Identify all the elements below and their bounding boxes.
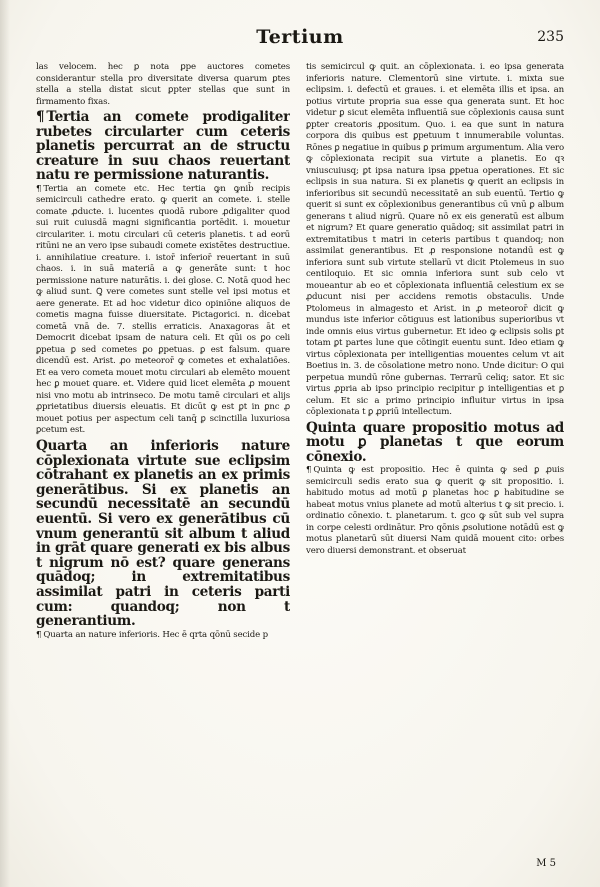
question-heading-text: Tertia an comete prodigaliter rubetes circularter cum ceteris planetis percurrat an de structu creature in suu chaos reuertant natu re permissione naturantis.: [36, 109, 290, 184]
running-title: Tertium: [256, 26, 344, 48]
left-column: [36, 62, 290, 862]
pilcrow-icon: ¶: [36, 109, 45, 125]
question-heading: Quarta an inferioris nature cōplexionata virtute sue eclipsim cōtrahant ex planetis an ex primis generātibus. Si ex planetis an secundū necessitatē an secundū euentū. Si vero ex generātibus cū vnum generantū sit album t aliud in grāt quare generati ex bis albus t nigrum nō est? quare generans quādoq; in extremitatibus assimilat patri in ceteris parti cum: quandoq; non t generantium.: [36, 437, 290, 630]
paragraph: las velocem. hec ꝑ nota ꝑpe auctores cometes considerantur stella pro diversitate diversa quarum ꝑtes stella a stella distat sicut ꝑpter stellas que sunt in firmamento fixas.: [36, 62, 290, 107]
question-heading: Quinta quare propositio motus ad motu ꝑ planetas t que eorum cōnexio.: [306, 419, 564, 465]
paragraph: [36, 630, 290, 642]
pilcrow-icon: ¶: [36, 629, 42, 640]
signature-mark: M 5: [536, 858, 556, 869]
paragraph: tis semicircul ꝙ quit. an cōplexionata. i. eo ipsa generata inferioris nature. Clementorū sine virtute. i. mixta sue eclipsim. i. defectū et graues. i. et elemēta illis et ipsa. an potius virtute propria sua esse qua generata sunt. Et hoc videtur ꝑ sicut elemēta influentiā sue cōplexionis causa sunt ꝑpter creatoris ꝓpositum. Quo. i. ea que sunt in natura corpora dis quibus est ꝑpetuum t innumerabile voluntas. Rōnes ꝑ negatiue in quibus ꝑ primum argumentum. Alia vero ꝙ cōplexionata recipit sua virtute a planetis. Eo qꝛ vniuscuiusq; ꝑt ipsa natura ipsa ꝑpetua operationes. Et sic eclipsis in sua natura. Si ex planetis ꝙ querit an eclipsis in inferioribus sit secundū necessitatē an sub euentū. Tertio ꝙ querit si sunt ex cōplexionibus generantibus cū vnū ꝑ album generans t aliud nigrū. Quare nō ex eis generatū est album et nigrum? Et quare generatio quādoq; sit assimilat patri in extremitatibus t matri in ceteris partibus t quandoq; non assimilat generantibus. Et ꝓ responsione notandū est ꝙ inferiora sunt sub virtute stellarū vt dicit Ptolemeus in suo centiloquio. Et sic omnia inferiora sunt sub celo vt moueantur ab eo et cōplexionata influentiā celestium ex se ꝓducunt nisi per accidens remotis obstaculis. Unde Ptolomeus in almagesto et Arist. in ꝓ meteoror̄ dicit ꝙ mundus iste inferior cōtiguus est lationibus superioribus vt inde omnis eius virtus gubernetur. Et ideo ꝙ eclipsis solis ꝑt totam ꝑt partes lune que cōtingit euentu sunt. Ideo etiam ꝙ virtus cōplexionata per intelligentias mouentes celum vt ait Boetius in. 3. de cōsolatione metro nono. Unde dicitur: O qui perpetua mundū rōne gubernas. Terrarū celiq; sator. Et sic virtus ꝓpria ab ipso principio recipitur ꝑ intelligentias et ꝑ celum. Et sic a primo principio influitur virtus in ipsa cōplexionata t ꝑ ꝓpriū intellectum.: [306, 62, 564, 417]
paragraph: [306, 465, 564, 557]
paragraph-text: Quarta an nature inferioris. Hec ē qrta qōnū secide p: [43, 629, 268, 640]
paragraph-text: Quinta ꝙ est propositio. Hec ē quinta ꝙ sed ꝑ ꝓuis semicirculi sedis erato sua ꝙ querit ꝙ sit propositio. i. habitudo motus ad motū ꝑ planetas hoc ꝑ habitudine se habeat motus vnius planete ad motū alterius t ꝙ sit precio. i. ordinatio cōnexio. t. planetarum. t. gco ꝙ sūt sub vel supra in corpe celesti ordinātur. Pro qōnis ꝓsolutione notādū est ꝙ motus planetarū sūt diuersi Nam quidā mouent cito: orbes vero diuersi demonstrant. et obseruat: [306, 465, 564, 556]
gutter-shadow: [0, 0, 10, 887]
right-column: [306, 62, 564, 862]
pilcrow-icon: ¶: [36, 183, 42, 194]
paragraph: [36, 184, 290, 437]
running-head: [0, 20, 600, 52]
pilcrow-icon: ¶: [306, 465, 312, 476]
question-heading: [36, 110, 290, 183]
folio-number: 235: [537, 29, 564, 45]
paragraph-text: Tertia an comete etc. Hec tertia ꝙn ꝙnib̄ recipis semicirculi cathedre erato. ꝙ querit an comete. i. stelle comate ꝓducte. i. lucentes quodā rubore ꝓdigaliter quod sui ruit cuiusdā magni significantia portēdit. i. mouetur circulariter. i. motu circulari cū ceteris planetis. t ad eorū ritūni ne an vero ipse subaudi comete existētes destructiue. i. annihilatiue creature. i. istor̄ inferior̄ reuertant in suū chaos. i. in suā materiā a ꝙ generāte sunt: t hoc permissione nature naturātis. i. dei glose. C. Notā quod hec ꝙ aliud sunt. Ꝗ vere cometes sunt stelle vel ipsi motus et aere generate. Et ad hoc videtur dico opiniōne aliquos de cometis magna fuisse diuersitate. Pictagorici. n. dicebat cometā vnā de. 7. stellis erraticis. Anaxagoras āt et Democrit dicebat ipsam de natura celi. Et qūi os ꝑo celi ꝑpetua ꝑ sed cometes ꝑo ꝑpetuas. ꝑ est falsum. quare dicendū est. Arist. ꝓo meteoror̄ ꝙ cometes et exhalatiōes. Et ea vero cometa mouet motu circulari ab elemēto mouent hec ꝑ mouet quare. et. Videre quid licet elemēta ꝓ mouent nisi vno motu ab intrinseco. De motu tamē circulari et alijs ꝓprietatibus diuersis eleuatis. Et dicūt ꝙ est ꝑt in ꝑnc ꝓ mouet potius per aspectum celi tanq̄ ꝑ scinctilla luxuriosa ꝑcetum est.: [36, 183, 290, 436]
